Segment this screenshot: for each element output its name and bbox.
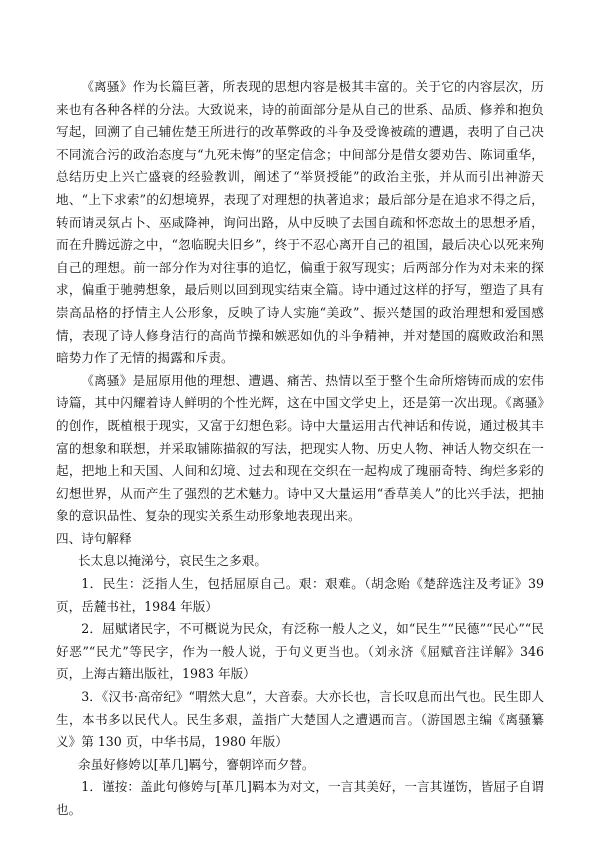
section-heading: 四、诗句解释 (56, 530, 132, 546)
verse-line-2: 余虽好修姱以[革几]羁兮，謇朝谇而夕替。 (78, 756, 315, 772)
annotation-1-3: 3．《汉书·高帝纪》“喟然大息”，大音泰。大亦长也，言长叹息而出气也。民生即人生，本书多以民代人。民生多艰，盖指广大楚国人之遭遇而言。（游国恩主编《离骚纂义》第 130 页，中华书局，1980 年版） (56, 689, 544, 750)
annotation-1-2: 2．屈赋诸民字，不可概说为民众，有泛称一般人之义，如“民生”“民德”“民心”“民好恶”“民尤”等民字，作为一般人说，于句义更当也。（刘永济《屈赋音注详解》346 页，上海古籍出版社，1983 年版） (56, 621, 544, 682)
document-page (56, 76, 544, 822)
annotation-1-1: 1．民生：泛指人生，包括屈原自己。艰：艰难。（胡念贻《楚辞选注及考证》39 页，岳麓书社，1984 年版） (56, 576, 544, 614)
body-paragraph-1: 《离骚》作为长篇巨著，所表现的思想内容是极其丰富的。关于它的内容层次，历来也有各种各样的分法。大致说来，诗的前面部分是从自己的世系、品质、修养和抱负写起，回溯了自己辅佐楚王所进行的改革弊政的斗争及受谗被疏的遭遇，表明了自己决不同流合污的政治态度与“九死未悔”的坚定信念；中间部分是借女媭劝告、陈词重华，总结历史上兴亡盛衰的经验教训，阐述了“举贤授能”的政治主张，并从而引出神游天地、“上下求索”的幻想境界，表现了对理想的执著追求；最后部分是在追求不得之后，转而请灵氛占卜、巫咸降神，询问出路，从中反映了去国自疏和怀恋故土的思想矛盾，而在升腾远游之中，“忽临睨夫旧乡”，终于不忍心离开自己的祖国，最后决心以死来殉自己的理想。前一部分作为对往事的追忆，偏重于叙写现实；后两部分作为对未来的探求，偏重于驰骋想象，最后则以回到现实结束全篇。诗中通过这样的抒写，塑造了具有崇高品格的抒情主人公形象，反映了诗人实施“美政”、振兴楚国的政治理想和爱国感情，表现了诗人修身洁行的高尚节操和嫉恶如仇的斗争精神，并对楚国的腐败政治和黑暗势力作了无情的揭露和斥责。 (56, 79, 544, 366)
body-paragraph-2: 《离骚》是屈原用他的理想、遭遇、痛苦、热情以至于整个生命所熔铸而成的宏伟诗篇，其中闪耀着诗人鲜明的个性光辉，这在中国文学史上，还是第一次出现。《离骚》的创作，既植根于现实，又富于幻想色彩。诗中大量运用古代神话和传说，通过极其丰富的想象和联想，并采取铺陈描叙的写法，把现实人物、历史人物、神话人物交织在一起，把地上和天国、人间和幻境、过去和现在交织在一起构成了瑰丽奇特、绚烂多彩的幻想世界，从而产生了强烈的艺术魅力。诗中又大量运用“香草美人”的比兴手法，把抽象的意识品性、复杂的现实关系生动形象地表现出来。 (56, 372, 544, 524)
verse-line-1: 长太息以掩涕兮，哀民生之多艰。 (78, 553, 267, 569)
annotation-2-1: 1．谨按：盖此句修姱与[革几]羁本为对文，一言其美好，一言其谨饬，皆屈子自谓也。 (56, 779, 544, 817)
